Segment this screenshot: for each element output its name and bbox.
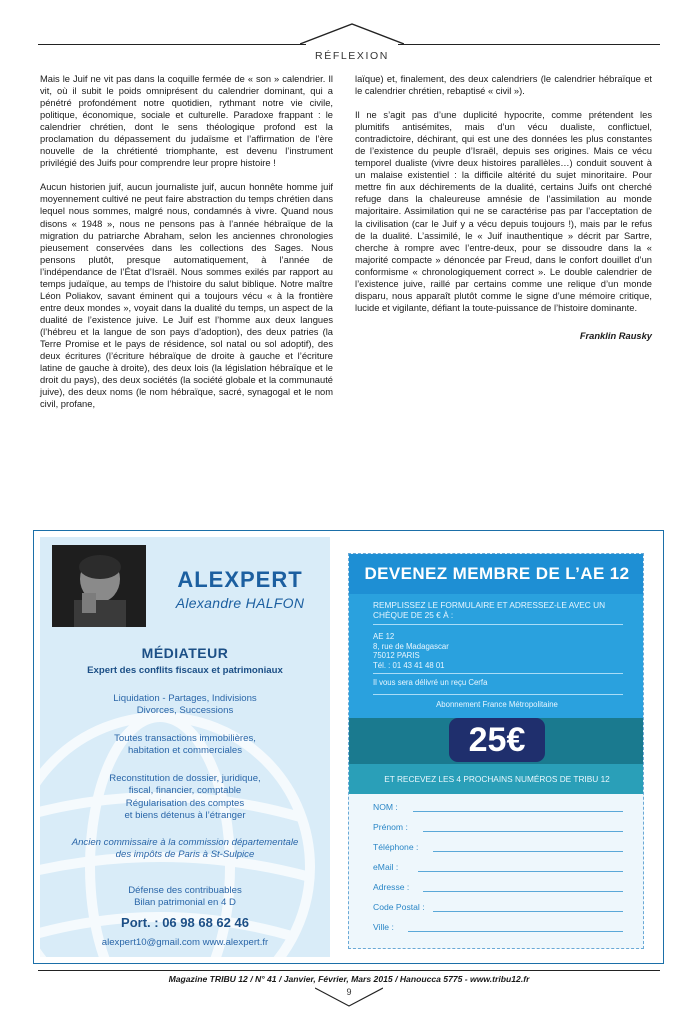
author-signature: Franklin Rausky: [579, 330, 652, 341]
portrait-photo: [52, 545, 146, 627]
service-line: Reconstitution de dossier, juridique,: [109, 773, 261, 784]
membership-heading: DEVENEZ MEMBRE DE L’AE 12: [349, 554, 644, 594]
service-block: [40, 885, 330, 910]
membership-info: [349, 594, 644, 718]
field-label: Prénom :: [373, 822, 408, 832]
ad-title: MÉDIATEUR: [141, 645, 229, 661]
service-line: Toutes transactions immobilières,: [114, 733, 256, 744]
service-line: et biens détenus à l’étranger: [124, 810, 246, 822]
field-label: NOM :: [373, 802, 398, 812]
credential-line: Ancien commissaire à la commission départementale: [71, 837, 299, 848]
membership-form: [348, 553, 644, 949]
cerfa-note: Il vous sera délivré un reçu Cerfa: [373, 678, 488, 687]
phone-number: Port. : 06 98 68 62 46: [121, 915, 249, 930]
credential-line: des impôts de Paris à St-Sulpice: [115, 849, 255, 861]
article-column-left: [40, 73, 333, 422]
field-line[interactable]: [433, 911, 623, 912]
header-rule-right: [398, 44, 660, 45]
article-paragraph: Il ne s’agit pas d’une duplicité hypocrite, comme prétendent les plumitifs antisémites, mais d’un vécu dualiste, conflictuel, contradictoire, déchirant, qui est une des données les plus constantes de l’existence du peuple d’Israël, depuis ses origines. Mais ce vécu temporel dualiste (vivre deux histoires parallèles…) conduit souvent à un malaise existentiel : la difficile altérité du sujet minoritaire. Pour mettre fin aux déchirements de la dualité, certains Juifs ont cherché refuge dans la chaleureuse amnésie de l’assimilation au monde majoritaire. Assimilation qui ne se caractérise pas par l’acceptation de la civilisation (car le Juif y a vécu depuis toujours !), mais par le refus de la dualité. L’assimilé, le « Juif inauthentique » décrit par Sartre, cherche à rompre avec l’entre-deux, pour se dissoudre dans la « majorité compacte » dénoncée par Freud, dans le confort douillet d’un conformisme « chronologiquement correct ». Le double calendrier de l’existence juive, raillé par certains comme une relique d’un monde disparu, nous apparaît plutôt comme le signe d’une mémoire critique, lucide et vigilante, défiant la toute-puissance de l’histoire dominante.: [355, 110, 652, 313]
field-label: eMail :: [373, 862, 399, 872]
field-label: Téléphone :: [373, 842, 419, 852]
section-title: RÉFLEXION: [315, 50, 389, 62]
article-paragraph: Aucun historien juif, aucun journaliste juif, aucun honnête homme juif moyennement cultivé ne peut faire abstraction du temps chrétien dans lequel nous sommes, malgré nous, condamnés à vivre. Quand nous disons « 1948 », nous ne pensons pas à l’année hébraïque de la migration du patriarche Abraham, selon les anciennes chronologies pieusement conservées dans les collections des Sages. Nous pensons plutôt, presque automatiquement, à l’année de l’indépendance de l’État d’Israël. Nous sommes exilés par rapport au temps judaïque, au temps de l’histoire du salut biblique. Notre maître Léon Poliakov, savant éminent qui a toujours vécu « à la frontière entre deux mondes », voyait dans la dualité du temps, un aspect de la dualité de l’existence juive. Le Juif est l’homme aux deux langues (l’hébreu et la langue de son pays d’adoption), des deux patries (la Terre Promise et le pays de résidence, sol natal ou sol adoptif), des deux écritures (l’écriture hébraïque de droite à gauche et l’écriture latine de gauche à droite), des deux lois (la législation hébraïque et le droit du pays), des deux sociétés (la société globale et la communauté juive), des deux noms (le nom hébraïque, sacré, synagogal et le nom civil, profane,: [40, 182, 333, 410]
service-line: Bilan patrimonial en 4 D: [134, 897, 236, 909]
alexpert-brand: [154, 567, 326, 611]
firstname-field[interactable]: [373, 822, 623, 836]
subscription-label: Abonnement France Métropolitaine: [436, 700, 558, 709]
service-line: Liquidation - Partages, Indivisions: [113, 693, 257, 704]
address-line: 75012 PARIS: [373, 651, 420, 661]
service-line: habitation et commerciales: [127, 745, 243, 757]
membership-intro: REMPLISSEZ LE FORMULAIRE ET ADRESSEZ-LE AVEC UN CHÈQUE DE 25 € À :: [373, 600, 606, 621]
article-paragraph: laïque) et, finalement, des deux calendriers (le calendrier hébraïque et le calendrier chrétien, rebaptisé « civil »).: [355, 74, 652, 97]
page-number: 9: [346, 987, 352, 997]
field-line[interactable]: [418, 871, 623, 872]
footer-credits: Magazine TRIBU 12 / N° 41 / Janvier, Février, Mars 2015 / Hanoucca 5775 - www.tribu12.fr: [168, 974, 530, 984]
field-label: Adresse :: [373, 882, 410, 892]
field-line[interactable]: [433, 851, 623, 852]
address-field[interactable]: [373, 882, 623, 896]
divider: [373, 673, 623, 674]
price-badge: 25€: [449, 718, 545, 762]
name-field[interactable]: [373, 802, 623, 816]
ad-subtitle: Expert des conflits fiscaux et patrimoniaux: [87, 665, 283, 676]
field-line[interactable]: [423, 831, 623, 832]
postal-code-field[interactable]: [373, 902, 623, 916]
receive-note: ET RECEVEZ LES 4 PROCHAINS NUMÉROS DE TRIBU 12: [349, 764, 644, 794]
field-label: Ville :: [373, 922, 394, 932]
postal-address: [373, 632, 449, 670]
phone-field[interactable]: [373, 842, 623, 856]
address-line: 8, rue de Madagascar: [373, 641, 449, 651]
article-column-right: [355, 73, 652, 342]
footer-rule: [38, 970, 660, 971]
field-label: Code Postal :: [373, 902, 425, 912]
field-line[interactable]: [413, 811, 623, 812]
address-line: AE 12: [373, 632, 395, 641]
article-paragraph: Mais le Juif ne vit pas dans la coquille fermée de « son » calendrier. Il vit, où il subit le poids omniprésent du calendrier dominant, qui a pénétré profondément notre quotidien, rythmant notre vie civile, politique, économique, sociale et culturelle. Paradoxe frappant : le calendrier chrétien, dont le sens théologique profond est la proclamation du dépassement du judaïsme et l’affirmation de l’ère nouvelle de la chrétienté triomphante, est devenu l’instrument privilégié des Juifs pour comprendre leur propre histoire !: [40, 74, 333, 169]
email-field[interactable]: [373, 862, 623, 876]
field-line[interactable]: [408, 931, 623, 932]
contact-links[interactable]: alexpert10@gmail.com www.alexpert.fr: [101, 937, 269, 948]
city-field[interactable]: [373, 922, 623, 936]
alexpert-ad: [40, 537, 330, 957]
brand-name: ALEXPERT: [177, 567, 303, 592]
header-triangle-ornament: [300, 22, 404, 52]
service-line: Divorces, Successions: [136, 705, 234, 717]
service-block: [40, 773, 330, 823]
address-line: Tél. : 01 43 41 48 01: [373, 660, 445, 670]
credential-block: [40, 837, 330, 862]
service-line: Défense des contribuables: [128, 885, 242, 896]
divider: [373, 694, 623, 695]
divider: [373, 624, 623, 625]
person-name: Alexandre HALFON: [175, 595, 305, 611]
field-line[interactable]: [423, 891, 623, 892]
service-block: [40, 693, 330, 718]
service-line: fiscal, financier, comptable: [128, 785, 242, 797]
service-block: [40, 733, 330, 758]
service-line: Régularisation des comptes: [125, 797, 245, 809]
header-rule-left: [38, 44, 306, 45]
